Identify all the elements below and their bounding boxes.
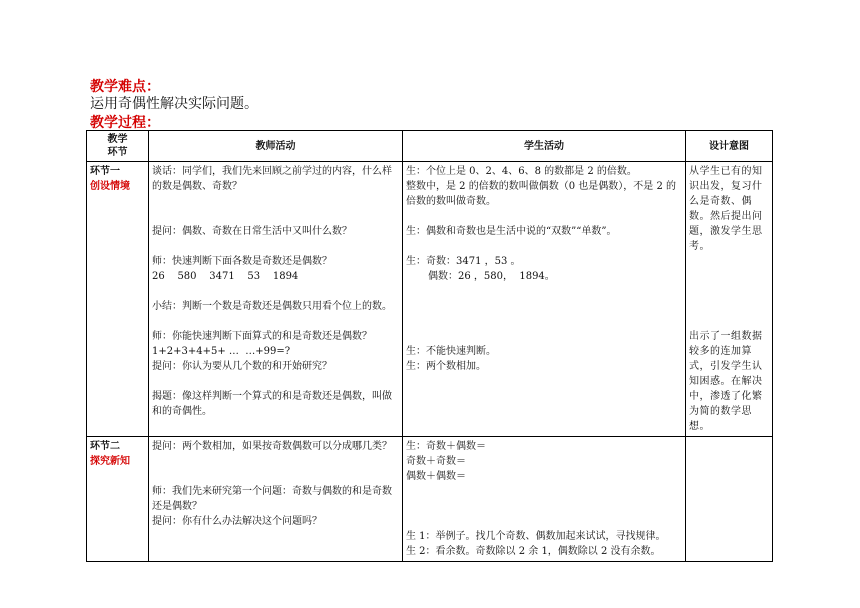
difficulty-text: 运用奇偶性解决实际问题。 (90, 96, 258, 112)
table-row (87, 437, 773, 562)
difficulty-heading: 教学难点： (90, 79, 160, 95)
teacher-line: 提问：你认为要从几个数的和开始研究？ (152, 361, 332, 372)
design-line: 从学生已有的知识出发，复习什么是奇数、偶数。然后提出问题，激发学生思考。 (689, 166, 763, 252)
student-line: 偶数：26 ，580， 1894。 (428, 271, 555, 282)
header-teacher: 教师活动 (149, 131, 403, 162)
stage-number: 环节一 (90, 166, 120, 177)
teacher-line: 师：我们先来研究第一个问题：奇数与偶数的和是奇数还是偶数？ (152, 486, 392, 512)
teacher-line: 1+2+3+4+5+ … …+99=? (152, 346, 291, 357)
design-intent-cell (686, 162, 773, 437)
teacher-line: 师：快速判断下面各数是奇数还是偶数？ (152, 256, 332, 267)
student-activity-cell (403, 437, 686, 562)
teacher-line: 26 580 3471 53 1894 (152, 271, 299, 282)
header-stage: 教学 环节 (87, 131, 149, 162)
teacher-line: 提问：偶数、奇数在日常生活中又叫什么数？ (152, 226, 352, 237)
student-line: 生：偶数和奇数也是生活中说的“双数”“单数”。 (406, 226, 617, 237)
stage-number: 环节二 (90, 441, 120, 452)
header-design: 设计意图 (686, 131, 773, 162)
teacher-line: 谈话：同学们，我们先来回顾之前学过的内容，什么样的数是偶数、奇数？ (152, 166, 392, 192)
teacher-activity-cell (149, 162, 403, 437)
design-line: 出示了一组数据较多的连加算式，引发学生认知困惑。在解决中，渗透了化繁为简的数学思想。 (689, 331, 763, 432)
student-line: 奇数＋奇数＝ (406, 456, 466, 467)
student-line: 生：不能快速判断。 (406, 346, 496, 357)
student-line: 整数中，是 2 的倍数的数叫做偶数（0 也是偶数），不是 2 的倍数的数叫做奇数。 (406, 181, 676, 207)
student-activity-cell (403, 162, 686, 437)
teacher-line: 提问：你有什么办法解决这个问题吗？ (152, 516, 322, 527)
student-line: 生：两个数相加。 (406, 361, 486, 372)
teacher-line: 小结：判断一个数是奇数还是偶数只用看个位上的数。 (152, 301, 392, 312)
student-line: 生 1：举例子。找几个奇数、偶数加起来试试，寻找规律。 (406, 531, 666, 542)
teacher-line: 揭题：像这样判断一个算式的和是奇数还是偶数，叫做和的奇偶性。 (152, 391, 392, 417)
lesson-plan-table (86, 130, 773, 562)
student-line: 偶数＋偶数＝ (406, 471, 466, 482)
table-header-row (87, 131, 773, 162)
stage-cell (87, 162, 149, 437)
student-line: 生 2：看余数。奇数除以 2 余 1，偶数除以 2 没有余数。 (406, 546, 661, 557)
teacher-activity-cell (149, 437, 403, 562)
stage-name: 创设情境 (90, 181, 130, 192)
process-heading: 教学过程： (90, 115, 160, 131)
teacher-line: 师：你能快速判断下面算式的和是奇数还是偶数？ (152, 331, 372, 342)
student-line: 生：奇数：3471 ，53 。 (406, 256, 521, 267)
stage-cell (87, 437, 149, 562)
student-line: 生：奇数＋偶数＝ (406, 441, 486, 452)
header-student: 学生活动 (403, 131, 686, 162)
design-intent-cell (686, 437, 773, 562)
table-row (87, 162, 773, 437)
student-line: 生：个位上是 0、2、4、6、8 的数都是 2 的倍数。 (406, 166, 637, 177)
teacher-line: 提问：两个数相加，如果按奇数偶数可以分成哪几类？ (152, 441, 392, 452)
stage-name: 探究新知 (90, 456, 130, 467)
